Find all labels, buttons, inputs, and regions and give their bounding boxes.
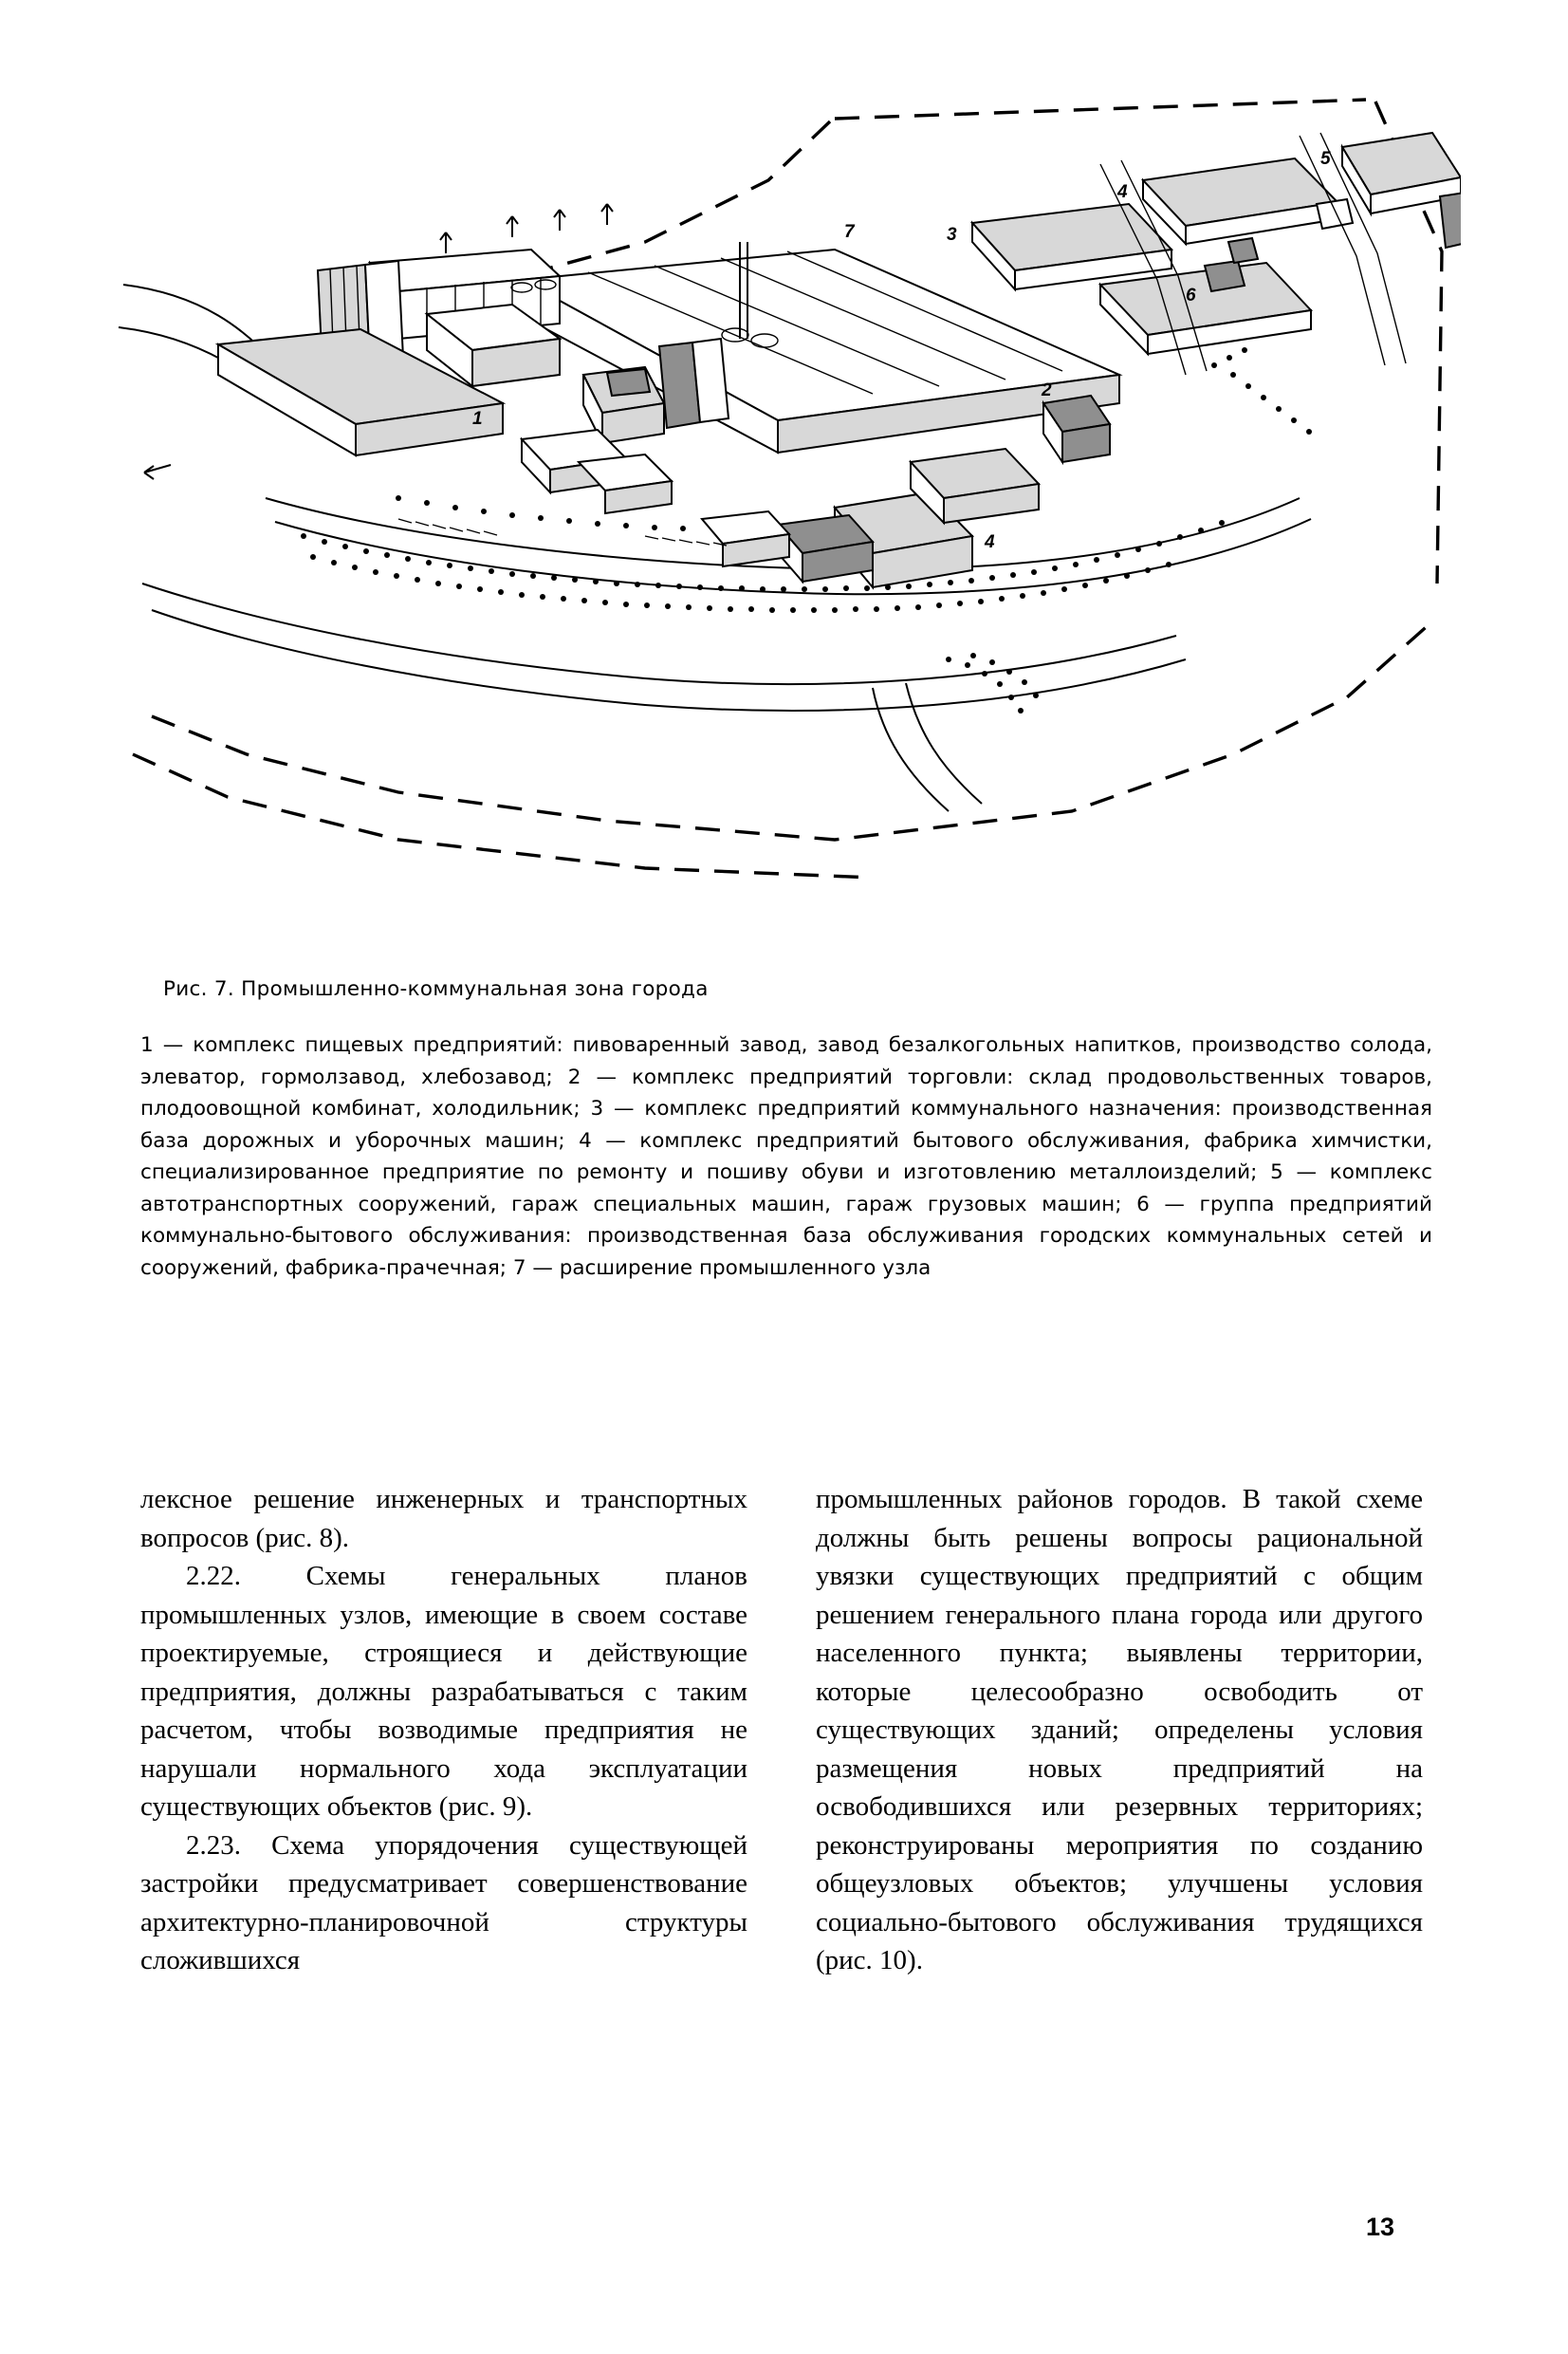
paragraph-left-2: 2.22. Схемы генеральных планов промышленных узлов, имеющие в своем составе проектируемые, строящиеся и действующие предприятия, должны разрабатываться с таким расчетом, чтобы возводимые предприятия не нарушали нормального хода эксплуатации существующих объектов (рис. 9). [140,1561,747,1822]
figure-label-2: 2 [1042,380,1052,400]
figure-label-4a: 4 [1117,182,1128,202]
right-column [816,1480,1423,1980]
arrow-left-road [144,465,171,479]
access-arrows [440,204,613,253]
left-column [140,1480,747,1980]
figure-label-5: 5 [1320,149,1331,169]
paragraph-left-3: 2.23. Схема упорядочения существующей застройки предусматривает совершенствование архитектурно-планировочной структуры сложившихся [140,1829,747,1975]
paragraph-right-1: промышленных районов городов. В такой схеме должны быть решены вопросы рациональной увязки существующих предприятий с общим решением генерального плана города или другого населенного пункта; выявлены территории, которые целесообразно освободить от существующих зданий; определены условия размещения новых предприятий на освободившихся или резервных территориях; реконструированы мероприятия по созданию общеузловых объектов; улучшены условия социально-бытового обслуживания трудящихся (рис. 10). [816,1484,1423,1975]
figure-caption-title: Рис. 7. Промышленно-коммунальная зона города [163,977,709,1001]
figure-label-4b: 4 [985,532,995,552]
figure-industrial-zone-plan [114,90,1461,944]
paragraph-left-1: лексное решение инженерных и транспортных вопросов (рис. 8). [140,1484,747,1553]
figure-legend: 1 — комплекс пищевых предприятий: пивоваренный завод, завод безалкогольных напитков, производство солода, элеватор, гормолзавод, хлебозавод; 2 — комплекс предприятий торговли: склад продовольственных товаров, плодоовощной комбинат, холодильник; 3 — комплекс предприятий коммунального назначения: производственная база дорожных и уборочных машин; 4 — комплекс предприятий бытового обслуживания, фабрика химчистки, специализированное предприятие по ремонту и пошиву обуви и изготовлению металлоизделий; 5 — комплекс автотранспортных сооружений, гараж специальных машин, гараж грузовых машин; 6 — группа предприятий коммунально-бытового обслуживания: производственная база обслуживания городских коммунальных сетей и сооружений, фабрика-прачечная; 7 — расширение промышленного узла [140,1033,1432,1280]
body-columns [140,1480,1440,2135]
figure-label-6: 6 [1186,286,1196,306]
figure-label-1: 1 [472,409,483,429]
parking-rows [398,519,727,546]
page-number: 13 [1366,2213,1395,2241]
figure-label-7: 7 [844,222,855,242]
figure-label-3: 3 [947,225,957,245]
